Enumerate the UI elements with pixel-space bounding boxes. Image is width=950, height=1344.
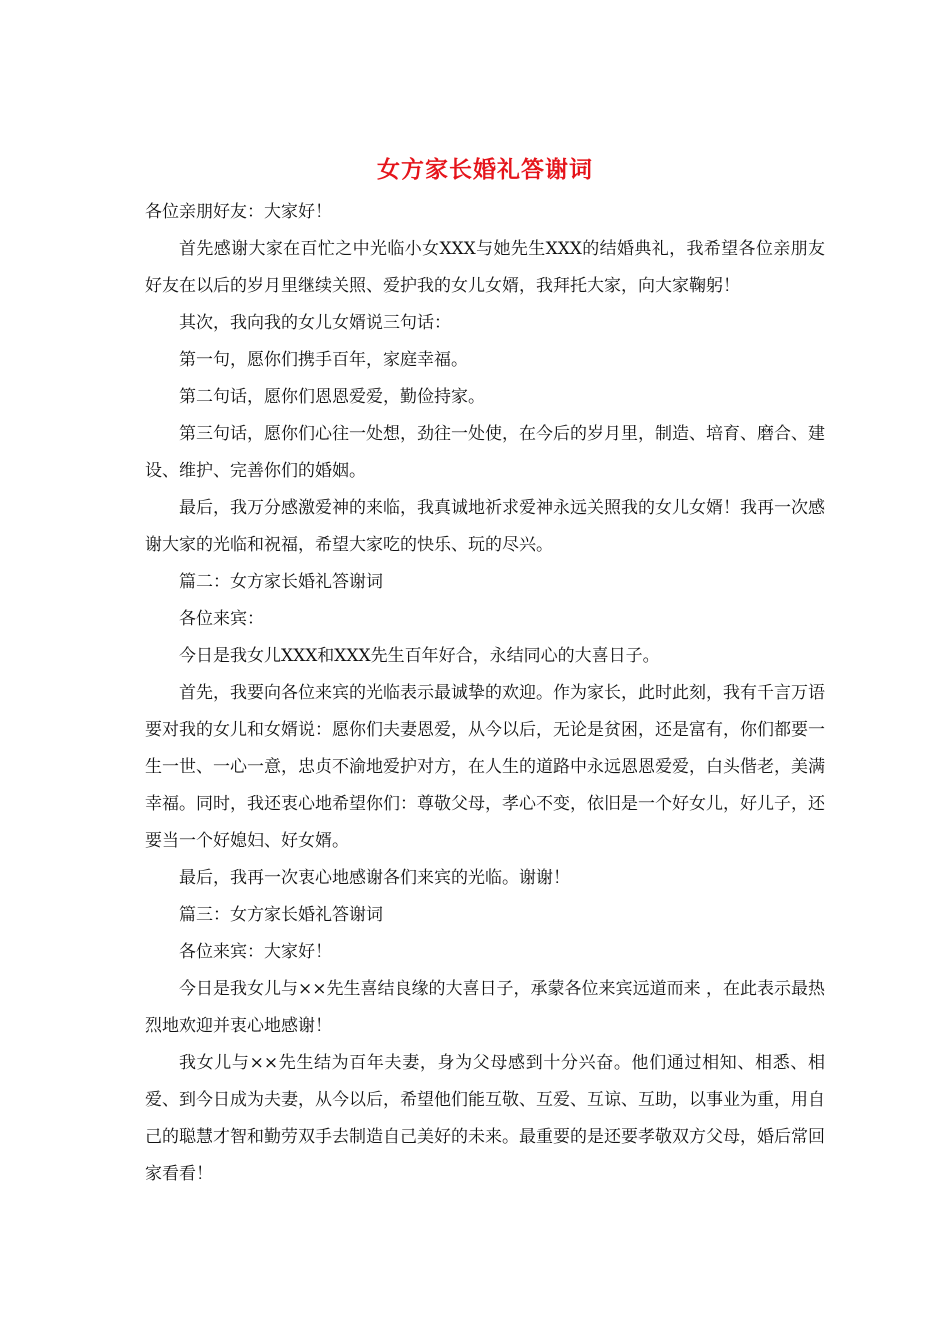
paragraph: 今日是我女儿XXX和XXX先生百年好合，永结同心的大喜日子。 [179, 646, 660, 666]
paragraph: 各位来宾：大家好！ [179, 942, 332, 962]
paragraph: 首先，我要向各位来宾的光临表示最诚挚的欢迎。作为家长，此时此刻，我有千言万语要对我的女儿和女婿说：愿你们夫妻恩爱，从今以后，无论是贫困，还是富有，你们都要一生一世、一心一意，忠贞不渝地爱护对方，在人生的道路中永远恩恩爱爱，白头偕老，美满幸福。同时，我还衷心地希望你们：尊敬父母，孝心不变，依旧是一个好女儿，好儿子，还要当一个好媳妇、好女婿。 [145, 683, 825, 851]
paragraph: 其次，我向我的女儿女婿说三句话： [179, 313, 451, 333]
paragraph: 最后，我再一次衷心地感谢各们来宾的光临。谢谢！ [179, 868, 570, 888]
paragraph: 首先感谢大家在百忙之中光临小女XXX与她先生XXX的结婚典礼，我希望各位亲朋友好友在以后的岁月里继续关照、爱护我的女儿女婿，我拜托大家，向大家鞠躬！ [145, 239, 825, 296]
paragraph-list [145, 194, 825, 1193]
paragraph: 我女儿与××先生结为百年夫妻，身为父母感到十分兴奋。他们通过相知、相悉、相爱、到今日成为夫妻，从今以后，希望他们能互敬、互爱、互谅、互助，以事业为重，用自己的聪慧才智和勤劳双手去制造自己美好的未来。最重要的是还要孝敬双方父母，婚后常回家看看！ [145, 1053, 825, 1184]
paragraph: 第二句话，愿你们恩恩爱爱，勤俭持家。 [179, 387, 485, 407]
paragraph: 篇二：女方家长婚礼答谢词 [179, 572, 383, 592]
paragraph: 各位来宾： [179, 609, 264, 629]
paragraph: 各位亲朋好友：大家好！ [145, 202, 332, 222]
paragraph: 第一句，愿你们携手百年，家庭幸福。 [179, 350, 468, 370]
paragraph: 最后，我万分感激爱神的来临，我真诚地祈求爱神永远关照我的女儿女婿！我再一次感谢大家的光临和祝福，希望大家吃的快乐、玩的尽兴。 [145, 498, 825, 555]
paragraph: 今日是我女儿与××先生喜结良缘的大喜日子，承蒙各位来宾远道而来 ，在此表示最热烈地欢迎并衷心地感谢！ [145, 979, 825, 1036]
paragraph: 篇三：女方家长婚礼答谢词 [179, 905, 383, 925]
document-body [145, 150, 825, 1193]
paragraph: 第三句话，愿你们心往一处想，劲往一处使，在今后的岁月里，制造、培育、磨合、建设、维护、完善你们的婚姻。 [145, 424, 825, 481]
document-title: 女方家长婚礼答谢词 [377, 156, 593, 183]
